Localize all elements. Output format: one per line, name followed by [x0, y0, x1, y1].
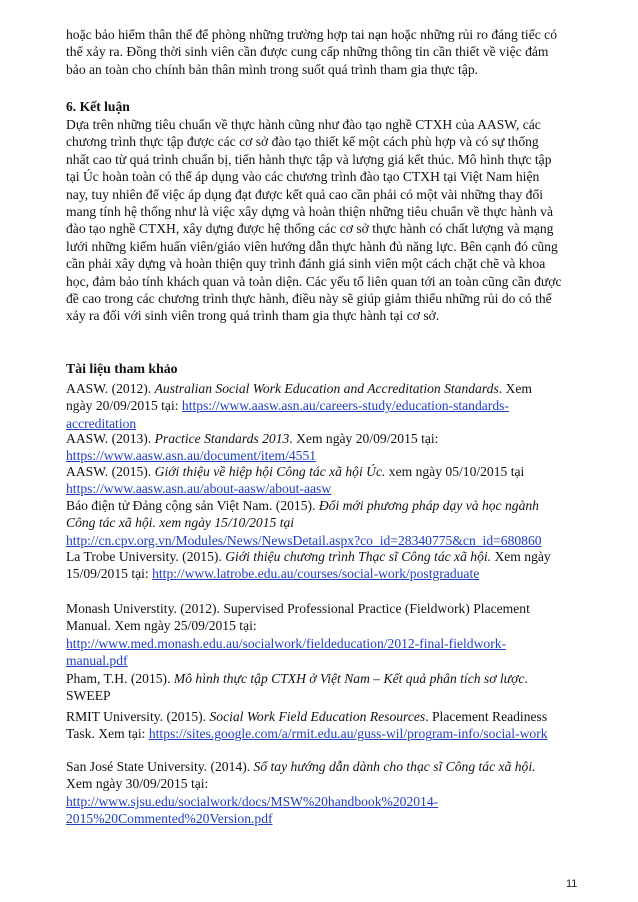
- reference-item: [66, 600, 586, 670]
- ref-text: La Trobe University. (2015).: [66, 549, 226, 564]
- ref-text: AASW. (2012).: [66, 381, 155, 396]
- ref-text: 15/09/2015 tại:: [66, 566, 153, 582]
- ref-title: Australian Social Work Education and Accreditation Standards: [154, 381, 499, 396]
- ref-text: AASW. (2015).: [66, 464, 155, 479]
- ref-link[interactable]: http://www.latrobe.edu.au/courses/social-work/postgraduate: [152, 566, 480, 582]
- text-line: lưới những kiểm huấn viên/giáo viên hướng dẫn thực hành đủ năng lực. Bên cạnh đó cũng: [66, 238, 558, 254]
- text-line: đề cao trong các chương trình thực hành, điều này sẽ giúp giảm thiểu những rủi do có thể: [66, 291, 552, 307]
- text-line: chương trình thực tập được các cơ sở đào tạo thiết kế một cách phù hợp và có sự thống: [66, 134, 539, 150]
- reference-item: [66, 497, 586, 549]
- intro-paragraph: [66, 26, 578, 78]
- reference-item: [66, 463, 586, 498]
- ref-title: Social Work Field Education Resources: [209, 709, 426, 724]
- ref-text: xem ngày 05/10/2015 tại: [385, 464, 525, 479]
- ref-text: . Placement Readiness: [425, 709, 548, 724]
- ref-text: Monash Universtity. (2012). Supervised Professional Practice (Fieldwork) Placement: [66, 601, 530, 616]
- ref-text: Báo điện tử Đảng cộng sản Việt Nam. (2015).: [66, 498, 319, 513]
- ref-text: Manual. Xem ngày 25/09/2015 tại:: [66, 618, 257, 634]
- ref-link[interactable]: accreditation: [66, 415, 137, 431]
- page-number: 11: [566, 878, 578, 890]
- reference-item: [66, 670, 586, 705]
- ref-text: Pham, T.H. (2015).: [66, 671, 174, 686]
- ref-text: Xem ngày 30/09/2015 tại:: [66, 776, 209, 792]
- ref-title: Công tác xã hội. xem ngày 15/10/2015 tại: [66, 515, 295, 531]
- ref-text: . Xem ngày 20/09/2015 tại:: [289, 431, 439, 446]
- ref-link[interactable]: http://cn.cpv.org.vn/Modules/News/NewsDetail.aspx?co_id=28340775&cn_id=680860: [66, 532, 542, 548]
- ref-link[interactable]: https://www.aasw.asn.au/careers-study/education-standards-: [181, 398, 509, 414]
- text-line: thể xảy ra. Đồng thời sinh viên cần được cung cấp những thông tin cần thiết về việc đảm: [66, 44, 549, 60]
- ref-title: Đổi mới phương pháp dạy và học ngành: [318, 498, 539, 513]
- reference-item: [66, 758, 586, 828]
- ref-text: AASW. (2013).: [66, 431, 155, 446]
- text-line: mang tính hệ thống như là việc xây dựng và hoàn thiện những tiêu chuẩn về thực hành và: [66, 204, 554, 220]
- reference-item: [66, 548, 586, 583]
- ref-link[interactable]: http://www.med.monash.edu.au/socialwork/fieldeducation/2012-final-fieldwork-: [66, 635, 507, 651]
- reference-item: [66, 430, 586, 465]
- references-heading: Tài liệu tham khảo: [66, 361, 178, 376]
- text-line: đào tạo nghề CTXH, xây dựng được hệ thống các cơ sở thực hành có chất lượng và mạng: [66, 221, 554, 237]
- ref-text: ngày 20/09/2015 tại:: [66, 398, 182, 414]
- text-line: Dựa trên những tiêu chuẩn về thực hành cũng như đào tạo nghề CTXH của AASW, các: [66, 117, 541, 132]
- text-line: bảo an toàn cho chính bản thân mình trong suốt quá trình tham gia thực tập.: [66, 61, 479, 77]
- text-line: tại Úc hoàn toàn có thể áp dụng vào các chương trình đào tạo CTXH tại Việt Nam hiện: [66, 169, 540, 185]
- text-line: nhất cao từ quá trình chuẩn bị, tiến hành thực tập và lượng giá kết thúc. Mô hình thực tập: [66, 151, 552, 167]
- ref-title: Sổ tay hướng dẫn dành cho thạc sĩ Công tác xã hội.: [253, 759, 536, 774]
- text-line: học, đảm bảo tính khách quan và toàn diện. Các yếu tố liên quan tới an toàn cũng cần được: [66, 273, 562, 289]
- ref-text: . Xem: [498, 381, 532, 396]
- ref-text: San José State University. (2014).: [66, 759, 254, 774]
- ref-text: Task. Xem tại:: [66, 726, 149, 742]
- ref-title: Giới thiệu về hiệp hội Công tác xã hội Úc.: [154, 464, 386, 479]
- ref-link[interactable]: http://www.sjsu.edu/socialwork/docs/MSW%20handbook%202014-: [66, 793, 439, 809]
- ref-text: Xem ngày: [491, 549, 551, 564]
- section-heading: 6. Kết luận: [66, 99, 130, 114]
- text-line: nay, tuy nhiên để việc áp dụng đạt được kết quả cao cần phải có một vài những thay đổi: [66, 186, 544, 202]
- ref-link[interactable]: https://sites.google.com/a/rmit.edu.au/guss-wil/program-info/social-work: [148, 726, 548, 742]
- ref-link[interactable]: https://www.aasw.asn.au/document/item/4551: [66, 448, 317, 464]
- conclusion-paragraph: [66, 116, 578, 325]
- ref-text: SWEEP: [66, 688, 111, 704]
- text-line: hoặc bảo hiểm thân thể để phòng những trường hợp tai nạn hoặc những rủi ro đáng tiếc có: [66, 27, 557, 42]
- ref-link[interactable]: https://www.aasw.asn.au/about-aasw/about-aasw: [66, 481, 332, 497]
- ref-title: Giới thiệu chương trình Thạc sĩ Công tác xã hội.: [225, 549, 492, 564]
- text-line: xảy ra đối với sinh viên trong quá trình tham gia thực hành tại cơ sở.: [66, 308, 440, 324]
- ref-text: RMIT University. (2015).: [66, 709, 210, 724]
- ref-link[interactable]: 2015%20Commented%20Version.pdf: [66, 811, 273, 827]
- ref-text: .: [524, 671, 528, 686]
- ref-link[interactable]: manual.pdf: [66, 653, 128, 669]
- ref-title: Mô hình thực tập CTXH ở Việt Nam – Kết quả phân tích sơ lược: [173, 671, 525, 686]
- text-line: cần phải xây dựng và hoàn thiện quy trình đánh giá sinh viên một cách chặt chẽ và khoa: [66, 256, 546, 272]
- ref-title: Practice Standards 2013: [154, 431, 290, 446]
- reference-item: [66, 380, 586, 432]
- reference-item: [66, 708, 586, 743]
